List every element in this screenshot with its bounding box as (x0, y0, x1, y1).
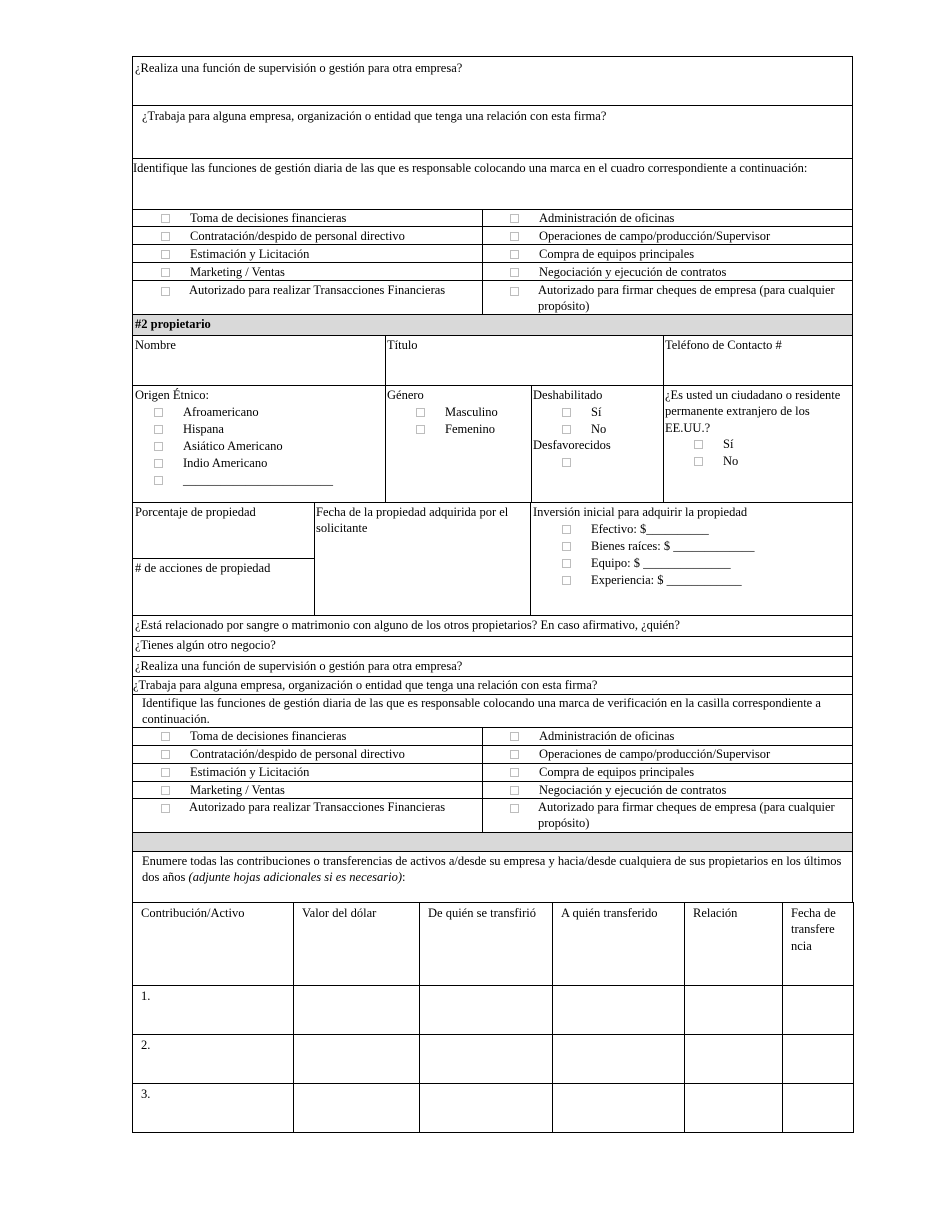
checkbox[interactable] (562, 525, 571, 534)
owner2-identify-text: Identifique las funciones de gestión diaria de las que es responsable colocando una marca de verificación en la casilla correspondiente a continuación. (142, 696, 821, 727)
disabled-option: No (591, 422, 607, 436)
fn-label: Contratación/despido de personal directivo (190, 229, 405, 243)
col-header-to: A quién transferido (553, 903, 685, 986)
top-functions-grid (132, 209, 853, 315)
fn-label: Operaciones de campo/producción/Supervisor (539, 747, 771, 761)
investment-cell (530, 502, 853, 616)
checkbox[interactable] (161, 804, 170, 813)
disadvantaged-label: Desfavorecidos (533, 438, 611, 452)
ownership-date-field[interactable] (314, 502, 531, 616)
checkbox[interactable] (510, 268, 519, 277)
investment-item[interactable]: Equipo: $ ______________ (591, 556, 731, 570)
checkbox[interactable] (510, 250, 519, 259)
table-cell[interactable] (553, 1035, 685, 1084)
disabled-label: Deshabilitado (533, 388, 603, 402)
checkbox[interactable] (161, 232, 170, 241)
top-identify-text: Identifique las funciones de gestión diaria de las que es responsable colocando una marca en el cuadro correspondiente a continuación: (133, 161, 808, 175)
fn-label: Administración de oficinas (539, 211, 675, 225)
owner2-functions-grid (132, 727, 853, 833)
owner2-q-other-business-row (132, 636, 853, 657)
owner2-q-supervision-row (132, 656, 853, 677)
fn-label: Toma de decisiones financieras (190, 211, 347, 225)
table-cell[interactable] (685, 986, 783, 1035)
checkbox[interactable] (510, 732, 519, 741)
citizen-cell (663, 385, 853, 503)
checkbox[interactable] (161, 268, 170, 277)
checkbox[interactable] (161, 250, 170, 259)
col-header-value: Valor del dólar (294, 903, 420, 986)
top-q-relation: ¿Trabaja para alguna empresa, organización o entidad que tenga una relación con esta firma? (142, 109, 607, 123)
fn-label: Autorizado para firmar cheques de empresa (para cualquier propósito) (538, 800, 835, 831)
row-number[interactable]: 3. (133, 1084, 294, 1133)
gender-label: Género (387, 388, 424, 402)
citizen-label: ¿Es usted un ciudadano o residente permanente extranjero de los EE.UU.? (665, 388, 841, 435)
fn-label: Toma de decisiones financieras (190, 729, 347, 743)
investment-item[interactable]: Bienes raíces: $ _____________ (591, 539, 755, 553)
table-cell[interactable] (420, 986, 553, 1035)
checkbox[interactable] (562, 559, 571, 568)
title-label: Título (387, 338, 418, 352)
checkbox[interactable] (154, 476, 163, 485)
name-field[interactable] (132, 335, 386, 386)
checkbox[interactable] (154, 408, 163, 417)
checkbox[interactable] (510, 287, 519, 296)
fn-label: Marketing / Ventas (190, 265, 285, 279)
owner2-header-label: #2 propietario (135, 317, 211, 331)
shares-field[interactable] (132, 558, 315, 616)
checkbox[interactable] (161, 214, 170, 223)
owner2-name-row (132, 335, 853, 386)
contributions-intro-text: Enumere todas las contribuciones o transferencias de activos a/desde su empresa y hacia/desde cualquiera de sus propietarios en los últimos dos años (adjunte hojas adicionales si es necesario): (142, 854, 842, 885)
col-header-date: Fecha de transfere ncia (783, 903, 854, 986)
checkbox[interactable] (416, 408, 425, 417)
owner2-q-relation-row (132, 676, 853, 695)
table-cell[interactable] (685, 1035, 783, 1084)
checkbox[interactable] (562, 542, 571, 551)
table-cell[interactable] (420, 1084, 553, 1133)
table-row (133, 986, 854, 1035)
fn-label: Autorizado para realizar Transacciones Financieras (189, 283, 446, 297)
top-relation-row (132, 105, 853, 159)
table-cell[interactable] (783, 986, 854, 1035)
table-cell[interactable] (294, 1084, 420, 1133)
row-number[interactable]: 2. (133, 1035, 294, 1084)
checkbox[interactable] (161, 750, 170, 759)
row-number[interactable]: 1. (133, 986, 294, 1035)
table-cell[interactable] (420, 1035, 553, 1084)
checkbox[interactable] (161, 732, 170, 741)
checkbox[interactable] (161, 768, 170, 777)
checkbox[interactable] (416, 425, 425, 434)
owner2-identify-row (132, 694, 853, 728)
checkbox[interactable] (161, 786, 170, 795)
investment-item[interactable]: Efectivo: $__________ (591, 522, 709, 536)
owner2-ownership-row (132, 502, 853, 616)
fn-label: Negociación y ejecución de contratos (539, 783, 727, 797)
owner2-q-related: ¿Está relacionado por sangre o matrimonio con alguno de los otros propietarios? En caso afirmativo, ¿quién? (135, 618, 680, 632)
fn-label: Autorizado para realizar Transacciones Financieras (189, 800, 446, 814)
fn-label: Estimación y Licitación (190, 247, 310, 261)
ethnic-option: Hispana (183, 422, 224, 436)
ethnic-other-blank[interactable]: ________________________ (183, 473, 333, 487)
checkbox[interactable] (510, 214, 519, 223)
contributions-intro-italic: (adjunte hojas adicionales si es necesario) (188, 870, 403, 885)
section-separator (132, 832, 853, 852)
checkbox[interactable] (154, 459, 163, 468)
checkbox[interactable] (154, 442, 163, 451)
fn-label: Contratación/despido de personal directivo (190, 747, 405, 761)
contributions-intro (132, 851, 853, 903)
disabled-option: Sí (591, 405, 602, 419)
owner2-q-supervision: ¿Realiza una función de supervisión o gestión para otra empresa? (135, 659, 463, 673)
col-header-relation: Relación (685, 903, 783, 986)
contributions-table (132, 902, 854, 1133)
ethnic-cell (132, 385, 386, 503)
col-header-from: De quién se transfirió (420, 903, 553, 986)
shares-label: # de acciones de propiedad (135, 561, 271, 575)
name-label: Nombre (135, 338, 176, 352)
fn-label: Marketing / Ventas (190, 783, 285, 797)
ownership-pct-field[interactable] (132, 502, 315, 559)
fn-label: Negociación y ejecución de contratos (539, 265, 727, 279)
table-row (133, 1084, 854, 1133)
investment-label: Inversión inicial para adquirir la propiedad (533, 505, 748, 519)
checkbox[interactable] (154, 425, 163, 434)
ownership-date-label: Fecha de la propiedad adquirida por el solicitante (316, 505, 509, 536)
ethnic-label: Origen Étnico: (135, 388, 209, 402)
checkbox[interactable] (562, 425, 571, 434)
fn-label: Operaciones de campo/producción/Supervisor (539, 229, 771, 243)
checkbox[interactable] (562, 576, 571, 585)
ethnic-option: Asiático Americano (183, 439, 283, 453)
gender-option: Masculino (445, 405, 498, 419)
table-cell[interactable] (294, 1035, 420, 1084)
top-supervision-row (132, 56, 853, 106)
fn-label: Compra de equipos principales (539, 765, 695, 779)
checkbox[interactable] (562, 458, 571, 467)
checkbox[interactable] (510, 804, 519, 813)
table-cell[interactable] (294, 986, 420, 1035)
owner2-q-related-row (132, 615, 853, 637)
citizen-option: No (723, 454, 739, 468)
top-identify-row (132, 158, 853, 210)
title-field[interactable] (385, 335, 664, 386)
checkbox[interactable] (161, 287, 170, 296)
fn-label: Estimación y Licitación (190, 765, 310, 779)
investment-item[interactable]: Experiencia: $ ____________ (591, 573, 742, 587)
owner2-header (132, 314, 853, 336)
citizen-option: Sí (723, 437, 734, 451)
table-cell[interactable] (685, 1084, 783, 1133)
table-row (133, 1035, 854, 1084)
ethnic-option: Afroamericano (183, 405, 259, 419)
phone-field[interactable] (663, 335, 853, 386)
checkbox[interactable] (694, 440, 703, 449)
checkbox[interactable] (694, 457, 703, 466)
table-cell[interactable] (553, 986, 685, 1035)
gender-cell (385, 385, 532, 503)
disabled-cell (531, 385, 664, 503)
col-header-asset: Contribución/Activo (133, 903, 294, 986)
owner2-q-relation: ¿Trabaja para alguna empresa, organización o entidad que tenga una relación con esta firma? (133, 678, 598, 692)
table-cell[interactable] (553, 1084, 685, 1133)
checkbox[interactable] (562, 408, 571, 417)
gender-option: Femenino (445, 422, 495, 436)
ownership-pct-label: Porcentaje de propiedad (135, 505, 256, 519)
owner2-demographics-row (132, 385, 853, 503)
table-header-row (133, 903, 854, 986)
ethnic-option: Indio Americano (183, 456, 268, 470)
checkbox[interactable] (510, 750, 519, 759)
checkbox[interactable] (510, 786, 519, 795)
fn-label: Autorizado para firmar cheques de empresa (para cualquier propósito) (538, 283, 835, 314)
checkbox[interactable] (510, 768, 519, 777)
owner2-q-other-business: ¿Tienes algún otro negocio? (135, 638, 276, 652)
top-q-supervision: ¿Realiza una función de supervisión o gestión para otra empresa? (135, 61, 463, 75)
checkbox[interactable] (510, 232, 519, 241)
phone-label: Teléfono de Contacto # (665, 338, 782, 352)
fn-label: Administración de oficinas (539, 729, 675, 743)
table-cell[interactable] (783, 1035, 854, 1084)
fn-label: Compra de equipos principales (539, 247, 695, 261)
table-cell[interactable] (783, 1084, 854, 1133)
